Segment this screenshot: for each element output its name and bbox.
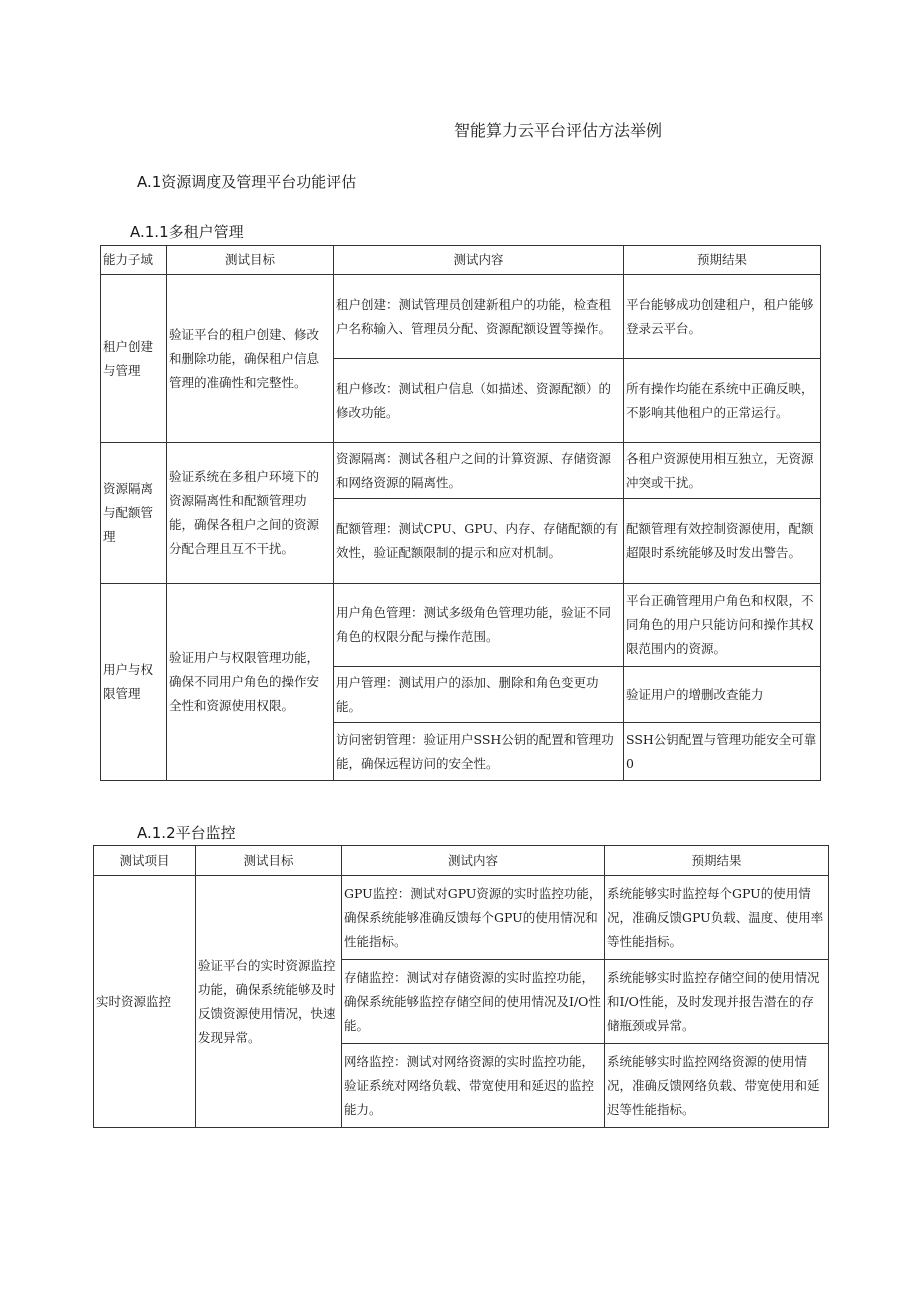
result-cell: 平台正确管理用户角色和权限，不同角色的用户只能访问和操作其权限范围内的资源。 [624,584,821,667]
header-cell: 测试目标 [196,846,342,876]
result-cell: 系统能够实时监控每个GPU的使用情况，准确反馈GPU负载、温度、使用率等性能指标。 [605,876,829,960]
header-cell: 预期结果 [624,246,821,275]
goal-cell: 验证平台的租户创建、修改和删除功能，确保租户信息管理的准确性和完整性。 [167,275,334,443]
multi-tenant-table [100,245,821,781]
section-heading-a1-1: A.1.1多租户管理 [130,223,244,241]
content-cell: 用户管理：测试用户的添加、删除和角色变更功能。 [334,667,624,723]
result-cell: 验证用户的增删改查能力 [624,667,821,723]
header-cell: 测试内容 [334,246,624,275]
domain-cell: 资源隔离与配额管理 [101,443,167,584]
result-cell: 平台能够成功创建租户，租户能够登录云平台。 [624,275,821,359]
goal-cell: 验证用户与权限管理功能，确保不同用户角色的操作安全性和资源使用权限。 [167,584,334,781]
document-title: 智能算力云平台评估方法举例 [454,121,663,140]
content-cell: 网络监控：测试对网络资源的实时监控功能，验证系统对网络负载、带宽使用和延迟的监控能力。 [342,1044,605,1128]
result-cell: 系统能够实时监控存储空间的使用情况和I/O性能，及时发现并报告潜在的存储瓶颈或异常。 [605,960,829,1044]
table-header-row [101,246,821,275]
item-cell: 实时资源监控 [94,876,196,1128]
header-cell: 测试项目 [94,846,196,876]
content-cell: 租户修改：测试租户信息（如描述、资源配额）的修改功能。 [334,359,624,443]
goal-cell: 验证平台的实时资源监控功能，确保系统能够及时反馈资源使用情况，快速发现异常。 [196,876,342,1128]
content-cell: 配额管理：测试CPU、GPU、内存、存储配额的有效性，验证配额限制的提示和应对机制。 [334,499,624,584]
result-cell: 各租户资源使用相互独立，无资源冲突或干扰。 [624,443,821,499]
content-cell: 用户角色管理：测试多级角色管理功能，验证不同角色的权限分配与操作范围。 [334,584,624,667]
header-cell: 能力子域 [101,246,167,275]
content-cell: 资源隔离：测试各租户之间的计算资源、存储资源和网络资源的隔离性。 [334,443,624,499]
content-cell: 访问密钥管理：验证用户SSH公钥的配置和管理功能，确保远程访问的安全性。 [334,723,624,781]
header-cell: 测试目标 [167,246,334,275]
platform-monitoring-table [93,845,829,1128]
content-cell: 租户创建：测试管理员创建新租户的功能，检查租户名称输入、管理员分配、资源配额设置等操作。 [334,275,624,359]
result-cell: 配额管理有效控制资源使用，配额超限时系统能够及时发出警告。 [624,499,821,584]
result-cell: 系统能够实时监控网络资源的使用情况，准确反馈网络负载、带宽使用和延迟等性能指标。 [605,1044,829,1128]
result-cell: SSH公钥配置与管理功能安全可靠0 [624,723,821,781]
header-cell: 测试内容 [342,846,605,876]
table-row [101,584,821,667]
domain-cell: 用户与权限管理 [101,584,167,781]
goal-cell: 验证系统在多租户环境下的资源隔离性和配额管理功能，确保各租户之间的资源分配合理且互不干扰。 [167,443,334,584]
section-heading-a1: A.1资源调度及管理平台功能评估 [137,173,357,191]
table-header-row [94,846,829,876]
result-cell: 所有操作均能在系统中正确反映，不影响其他租户的正常运行。 [624,359,821,443]
content-cell: 存储监控：测试对存储资源的实时监控功能，确保系统能够监控存储空间的使用情况及I/O性能。 [342,960,605,1044]
table-row [101,275,821,359]
table-row [101,443,821,499]
content-cell: GPU监控：测试对GPU资源的实时监控功能，确保系统能够准确反馈每个GPU的使用情况和性能指标。 [342,876,605,960]
section-heading-a1-2: A.1.2平台监控 [137,824,236,842]
table-row [94,876,829,960]
header-cell: 预期结果 [605,846,829,876]
domain-cell: 租户创建与管理 [101,275,167,443]
